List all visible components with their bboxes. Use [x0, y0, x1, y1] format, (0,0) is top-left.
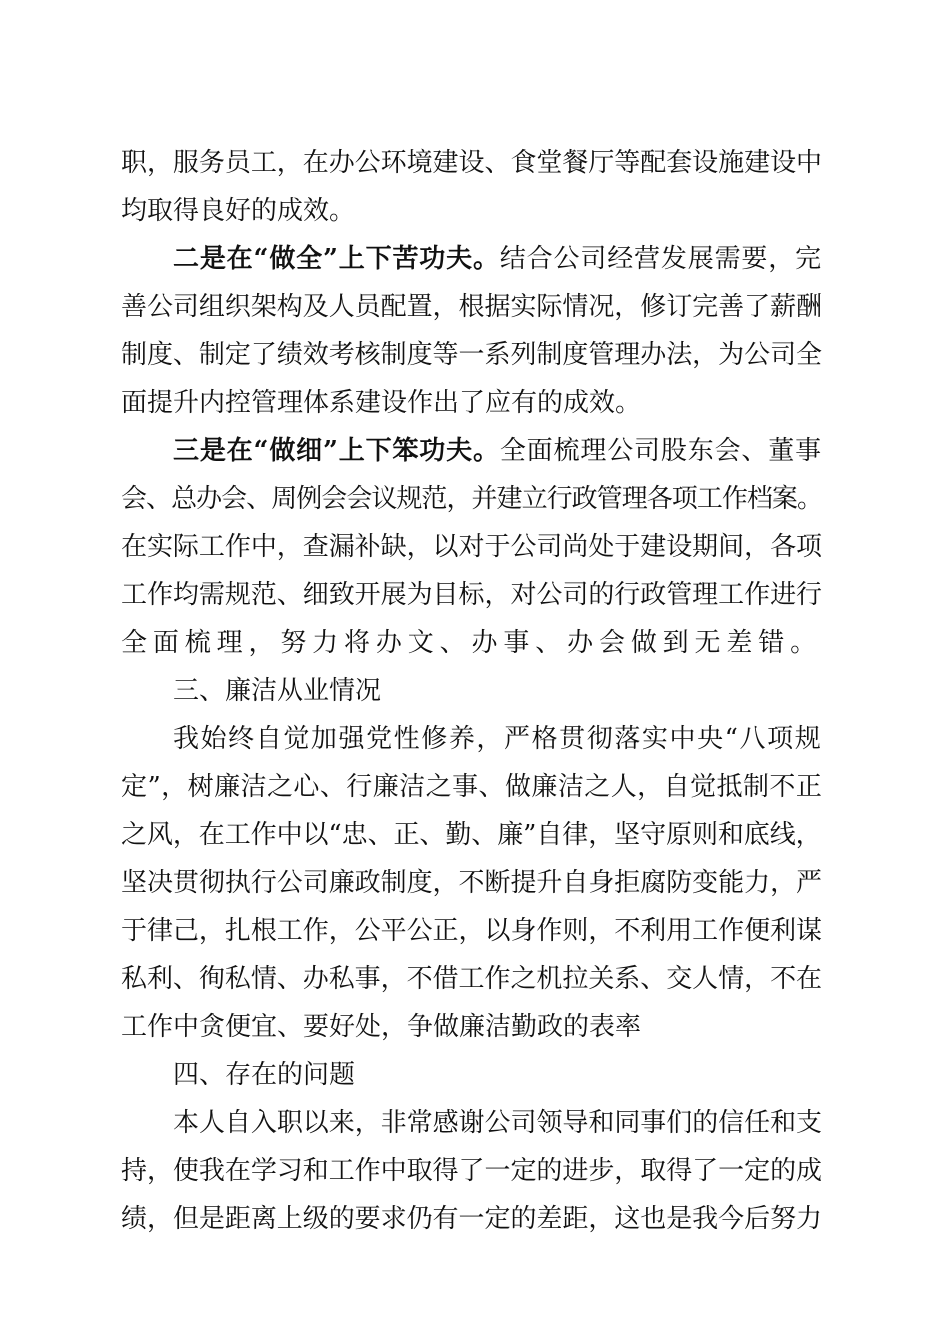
body-line: 定”，树廉洁之心、行廉洁之事、做廉洁之人，自觉抵制不正 — [121, 772, 823, 802]
body-line: 善公司组织架构及人员配置，根据实际情况，修订完善了薪酬 — [121, 292, 823, 322]
body-line: 均取得良好的成效。 — [121, 196, 356, 226]
body-line: 工作均需规范、细致开展为目标，对公司的行政管理工作进行 — [121, 580, 823, 610]
body-line: 面提升内控管理体系建设作出了应有的成效。 — [121, 388, 642, 418]
body-line: 坚决贯彻执行公司廉政制度，不断提升自身拒腐防变能力，严 — [121, 868, 823, 898]
body-line: 持，使我在学习和工作中取得了一定的进步，取得了一定的成 — [121, 1156, 823, 1186]
body-line: 本人自入职以来，非常感谢公司领导和同事们的信任和支 — [173, 1108, 823, 1138]
body-line: 我始终自觉加强党性修养，严格贯彻落实中央“八项规 — [173, 724, 823, 754]
body-line: 制度、制定了绩效考核制度等一系列制度管理办法，为公司全 — [121, 340, 823, 370]
paragraph-lead: 二是在“做全”上下苦功夫。 — [173, 244, 500, 274]
body-line: 于律己，扎根工作，公平公正，以身作则，不利用工作便利谋 — [121, 916, 823, 946]
body-line: 职，服务员工，在办公环境建设、食堂餐厅等配套设施建设中 — [121, 148, 823, 178]
body-line: 工作中贪便宜、要好处，争做廉洁勤政的表率 — [121, 1012, 642, 1042]
paragraph-lead: 三是在“做细”上下笨功夫。 — [173, 436, 500, 466]
section-heading: 三、廉洁从业情况 — [173, 676, 382, 706]
body-line: 私利、徇私情、办私事，不借工作之机拉关系、交人情，不在 — [121, 964, 823, 994]
line-text: 结合公司经营发展需要，完 — [499, 244, 822, 274]
body-line: 全面梳理，努力将办文、办事、办会做到无差错。 — [121, 628, 823, 658]
body-line: 在实际工作中，查漏补缺，以对于公司尚处于建设期间，各项 — [121, 532, 823, 562]
body-line — [173, 434, 822, 468]
body-line: 会、总办会、周例会会议规范，并建立行政管理各项工作档案。 — [121, 484, 823, 514]
line-text: 全面梳理公司股东会、董事 — [499, 436, 822, 466]
section-heading: 四、存在的问题 — [173, 1060, 356, 1090]
body-line: 之风，在工作中以“忠、正、勤、廉”自律，坚守原则和底线， — [121, 820, 822, 850]
body-line — [173, 242, 822, 276]
body-line: 绩，但是距离上级的要求仍有一定的差距，这也是我今后努力 — [121, 1204, 823, 1234]
